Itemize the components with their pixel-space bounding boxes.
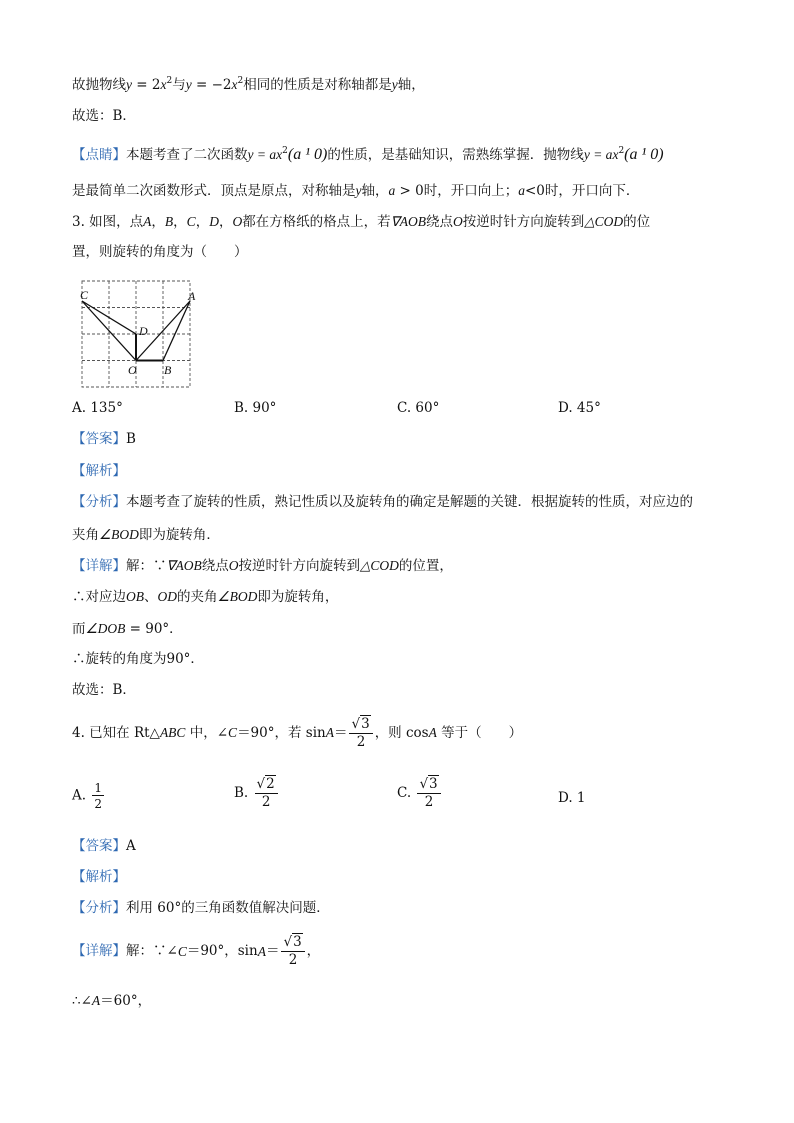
- text: = 90°．: [125, 621, 183, 637]
- option-c: C. 60°: [397, 400, 440, 416]
- math: x: [276, 147, 283, 162]
- text-line: [72, 184, 639, 199]
- text-line: 故选：B．: [72, 108, 136, 124]
- math: A: [428, 725, 437, 740]
- answer-value: A: [126, 838, 136, 854]
- text-line: [72, 622, 183, 637]
- text-line: [72, 936, 320, 967]
- fraction: $\frac{√3}{2}$: [349, 718, 372, 749]
- text: 轴，: [397, 77, 425, 93]
- math: OB: [126, 589, 144, 604]
- section-tag: 【解析】: [72, 869, 126, 885]
- question-3-stem: [72, 215, 650, 230]
- fraction: $\frac{√3}{2}$: [417, 778, 440, 809]
- math: ∇AOB: [390, 214, 426, 229]
- text: 本题考查了旋转的性质，熟记性质以及旋转角的确定是解题的关键．根据旋转的性质，对应边的: [126, 494, 693, 510]
- option-d: D. 1: [558, 790, 586, 806]
- label-C: C: [80, 288, 89, 302]
- math: △COD: [584, 214, 624, 229]
- text: 即为旋转角．: [138, 527, 220, 543]
- text: > 0时，开口向上；: [395, 183, 519, 199]
- math: x: [160, 77, 167, 92]
- text-line: [72, 528, 220, 543]
- option-d: D. 45°: [558, 400, 601, 416]
- math: a: [518, 183, 525, 198]
- math: A: [91, 993, 101, 1008]
- math: ABC: [159, 725, 186, 740]
- text: 都在方格纸的格点上，若: [242, 214, 391, 230]
- text: 绕点: [201, 558, 229, 574]
- text-line: [72, 147, 664, 163]
- text: 绕点: [425, 214, 453, 230]
- text-line: [72, 77, 425, 93]
- option-a: A. 135°: [72, 400, 123, 416]
- fraction: [92, 782, 104, 810]
- math: O: [228, 558, 239, 573]
- math: y: [185, 77, 192, 92]
- numerator: 1: [94, 781, 102, 795]
- section-tag: 【详解】: [72, 558, 126, 574]
- text-line: [72, 994, 151, 1009]
- text: ，: [173, 214, 187, 230]
- option-a: [72, 782, 106, 810]
- math: = 2: [132, 77, 161, 93]
- text: 中，∠: [185, 725, 229, 741]
- math: = a: [253, 147, 277, 162]
- text: 是最简单二次函数形式．顶点是原点，对称轴是: [72, 183, 356, 199]
- math: y: [355, 183, 362, 198]
- math: C: [186, 214, 196, 229]
- math: △COD: [360, 558, 399, 573]
- text: 的性质，是基础知识，需熟练掌握．抛物线: [327, 147, 584, 163]
- option-b: [234, 778, 280, 809]
- text-line: [72, 496, 693, 510]
- question-3-stem: 置，则旋转的角度为（ ）: [72, 244, 248, 260]
- text: ，: [151, 214, 165, 230]
- denominator: 2: [288, 951, 298, 968]
- text: 的位置，: [398, 558, 453, 574]
- section-tag: 【答案】: [72, 838, 126, 854]
- segment-BA: [163, 301, 190, 361]
- text-line: [72, 902, 330, 916]
- text: 相同的性质是对称轴都是: [243, 77, 392, 93]
- math: C: [177, 943, 187, 959]
- math: A: [257, 943, 266, 959]
- math: D: [209, 214, 219, 229]
- text: ∴对应边: [72, 589, 126, 605]
- text-line: 故选：B．: [72, 682, 136, 698]
- text: 轴，: [361, 183, 389, 199]
- answer-line: [72, 433, 136, 447]
- radicand: 3: [429, 776, 438, 792]
- math: B: [164, 214, 174, 229]
- label-B: B: [164, 363, 172, 377]
- superscript: 2: [166, 76, 173, 86]
- option-label: B.: [234, 784, 249, 801]
- text-line: ∴旋转的角度为90°．: [72, 651, 204, 667]
- text: 按逆时针方向旋转到: [238, 558, 361, 574]
- text: 按逆时针方向旋转到: [462, 214, 585, 230]
- section-tag: 【分析】: [72, 494, 126, 510]
- text: 、: [144, 589, 158, 605]
- superscript: 2: [237, 76, 244, 86]
- option-c: [397, 778, 443, 809]
- math: (a ¹ 0): [287, 146, 328, 163]
- math: O: [232, 214, 243, 229]
- math: y: [247, 147, 254, 162]
- denominator: 2: [261, 793, 271, 810]
- text: ＝: [333, 725, 348, 741]
- text: <0时，开口向下．: [524, 183, 640, 199]
- text: 本题考查了二次函数: [126, 147, 248, 163]
- math: ∠BOD: [99, 527, 139, 542]
- text: ，: [195, 214, 210, 230]
- text: 解：∵: [126, 558, 167, 574]
- denominator: 2: [356, 733, 366, 750]
- denominator: 2: [94, 797, 102, 811]
- segment-CD: [82, 301, 136, 334]
- radicand: 3: [361, 716, 370, 732]
- denominator: 2: [424, 793, 434, 810]
- option-b: B. 90°: [234, 400, 277, 416]
- radicand: 2: [266, 776, 275, 792]
- math: A: [325, 725, 334, 740]
- text: ，: [306, 942, 321, 959]
- text: ，: [218, 214, 233, 230]
- math: = a: [589, 147, 613, 162]
- math: y: [126, 77, 132, 92]
- section-tag: 【解析】: [72, 463, 126, 479]
- text-line: [72, 559, 453, 574]
- section-tag: 【答案】: [72, 431, 126, 447]
- text: 而: [72, 621, 86, 637]
- math: x: [231, 77, 238, 92]
- question-4-stem: [72, 718, 522, 749]
- section-tag: 【详解】: [72, 942, 126, 959]
- text: 故抛物线: [72, 77, 126, 93]
- label-A: A: [188, 289, 196, 303]
- radicand: 3: [293, 934, 302, 950]
- math: = −2: [191, 77, 232, 93]
- text: ＝: [265, 942, 280, 959]
- math: a: [388, 183, 396, 198]
- fraction: $\frac{√3}{2}$: [281, 936, 304, 967]
- answer-value: B: [126, 431, 136, 447]
- math: C: [228, 725, 238, 740]
- answer-line: [72, 840, 136, 854]
- math: ∠DOB: [85, 621, 126, 636]
- text: 的夹角: [177, 589, 218, 605]
- math: x: [612, 147, 619, 162]
- label-O: O: [128, 363, 137, 377]
- text: ，则 cos: [374, 725, 429, 741]
- text: ＝90°，sin: [186, 942, 258, 959]
- text: 夹角: [72, 527, 99, 543]
- section-tag: 【点睛】: [72, 147, 126, 163]
- text: 的位: [623, 214, 651, 230]
- fraction: $\frac{√2}{2}$: [255, 778, 278, 809]
- text: 3. 如图，点: [72, 214, 144, 230]
- math: ∠BOD: [217, 589, 258, 604]
- text: 等于（ ）: [436, 725, 523, 741]
- text: 解：∵∠: [126, 942, 178, 959]
- superscript: 2: [282, 146, 288, 156]
- math: OD: [157, 589, 177, 604]
- text: ＝90°，若 sin: [237, 725, 326, 741]
- section-tag: 【分析】: [72, 900, 126, 916]
- text-line: [72, 590, 338, 605]
- superscript: 2: [618, 146, 625, 156]
- text: 4. 已知在 Rt△: [72, 725, 160, 741]
- rotation-figure: [76, 276, 200, 392]
- text: 与: [172, 77, 186, 93]
- text: ∴∠: [72, 993, 92, 1009]
- math: (a ¹ 0): [624, 146, 664, 163]
- math: O: [452, 214, 463, 229]
- text: 利用 60°的三角函数值解决问题．: [126, 900, 330, 916]
- math: y: [583, 147, 590, 162]
- text: ＝60°，: [100, 993, 152, 1009]
- math: ∇AOB: [166, 558, 202, 573]
- option-label: A.: [72, 787, 87, 804]
- math: y: [391, 77, 398, 92]
- math: A: [143, 214, 152, 229]
- text: 即为旋转角，: [257, 589, 339, 605]
- label-D: D: [139, 324, 148, 338]
- option-label: C.: [397, 784, 412, 801]
